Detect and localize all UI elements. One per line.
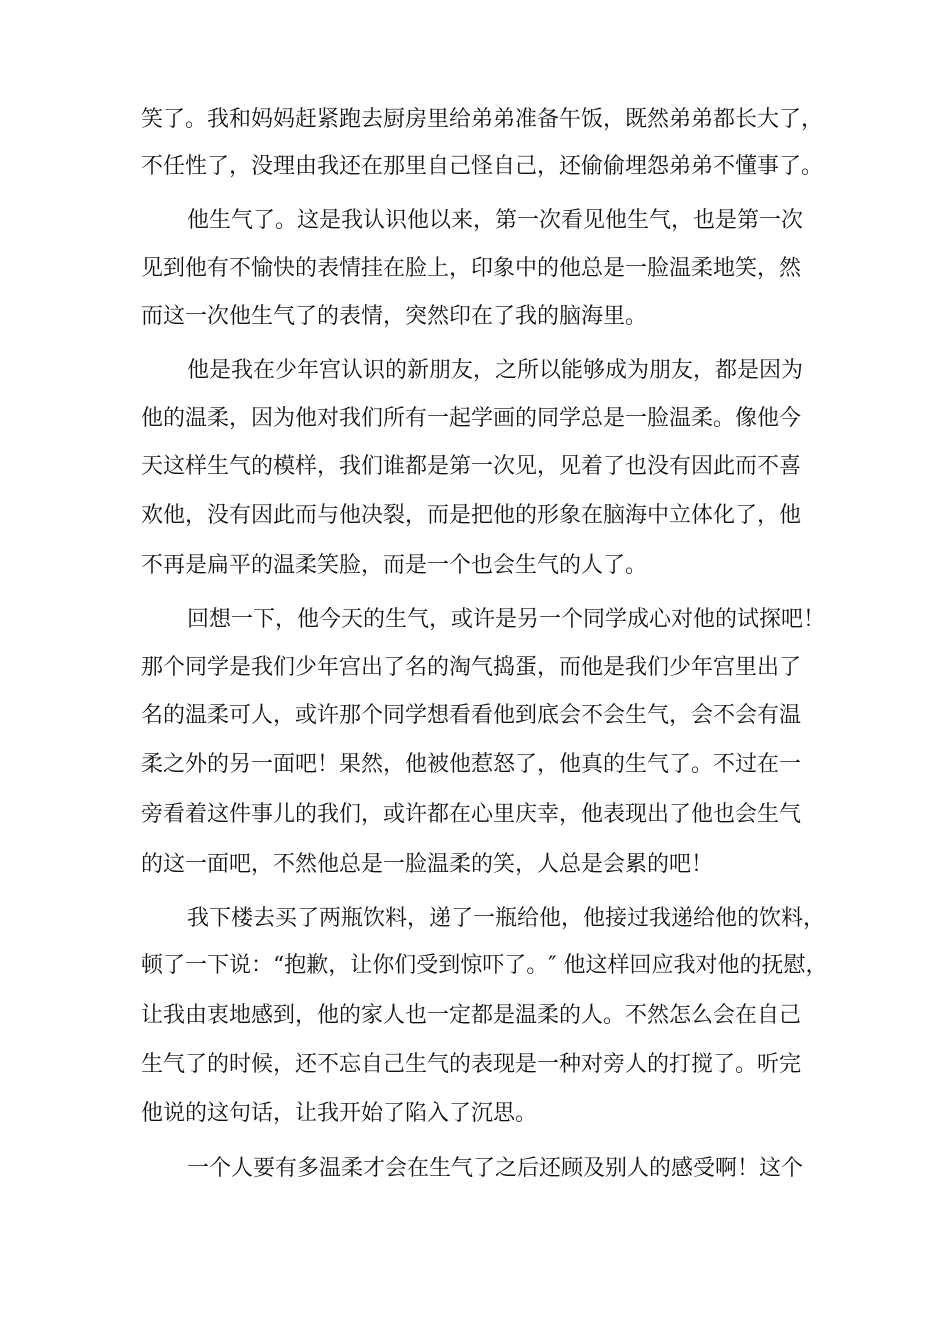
text-line: 他说的这句话，让我开始了陷入了沉思。 bbox=[141, 1101, 538, 1126]
text-line: 他的温柔，因为他对我们所有一起学画的同学总是一脸温柔。像他今 bbox=[141, 406, 802, 431]
text-line: 欢他，没有因此而与他决裂，而是把他的形象在脑海中立体化了，他 bbox=[141, 503, 802, 528]
text-line: 一个人要有多温柔才会在生气了之后还顾及别人的感受啊！这个 bbox=[187, 1156, 804, 1181]
text-line: 我下楼去买了两瓶饮料，递了一瓶给他，他接过我递给他的饮料， bbox=[187, 906, 826, 931]
text-line: 他生气了。这是我认识他以来，第一次看见他生气，也是第一次 bbox=[187, 208, 804, 233]
text-line: 顿了一下说：“抱歉，让你们受到惊吓了。″ 他这样回应我对他的抚慰， bbox=[141, 953, 828, 978]
text-line: 让我由衷地感到，他的家人也一定都是温柔的人。不然怎么会在自己 bbox=[141, 1003, 802, 1028]
text-line: 不再是扁平的温柔笑脸，而是一个也会生气的人了。 bbox=[141, 553, 648, 578]
text-line: 而这一次他生气了的表情，突然印在了我的脑海里。 bbox=[141, 304, 648, 329]
text-line: 生气了的时候，还不忘自己生气的表现是一种对旁人的打搅了。听完 bbox=[141, 1052, 802, 1077]
text-line: 笑了。我和妈妈赶紧跑去厨房里给弟弟准备午饭，既然弟弟都长大了， bbox=[141, 107, 824, 132]
text-line: 他是我在少年宫认识的新朋友，之所以能够成为朋友，都是因为 bbox=[187, 358, 804, 383]
text-line: 见到他有不愉快的表情挂在脸上，印象中的他总是一脸温柔地笑，然 bbox=[141, 256, 802, 281]
text-line: 那个同学是我们少年宫出了名的淘气捣蛋，而他是我们少年宫里出了 bbox=[141, 655, 802, 680]
text-line: 名的温柔可人，或许那个同学想看看他到底会不会生气，会不会有温 bbox=[141, 703, 802, 728]
text-line: 的这一面吧，不然他总是一脸温柔的笑，人总是会累的吧！ bbox=[141, 852, 714, 877]
text-line: 回想一下，他今天的生气，或许是另一个同学成心对他的试探吧！ bbox=[187, 607, 826, 632]
text-line: 天这样生气的模样，我们谁都是第一次见，见着了也没有因此而不喜 bbox=[141, 454, 802, 479]
text-line: 不任性了，没理由我还在那里自己怪自己，还偷偷埋怨弟弟不懂事了。 bbox=[141, 154, 824, 179]
text-line: 旁看着这件事儿的我们，或许都在心里庆幸，他表现出了他也会生气 bbox=[141, 802, 802, 827]
text-line: 柔之外的另一面吧！果然，他被他惹怒了，他真的生气了。不过在一 bbox=[141, 752, 802, 777]
